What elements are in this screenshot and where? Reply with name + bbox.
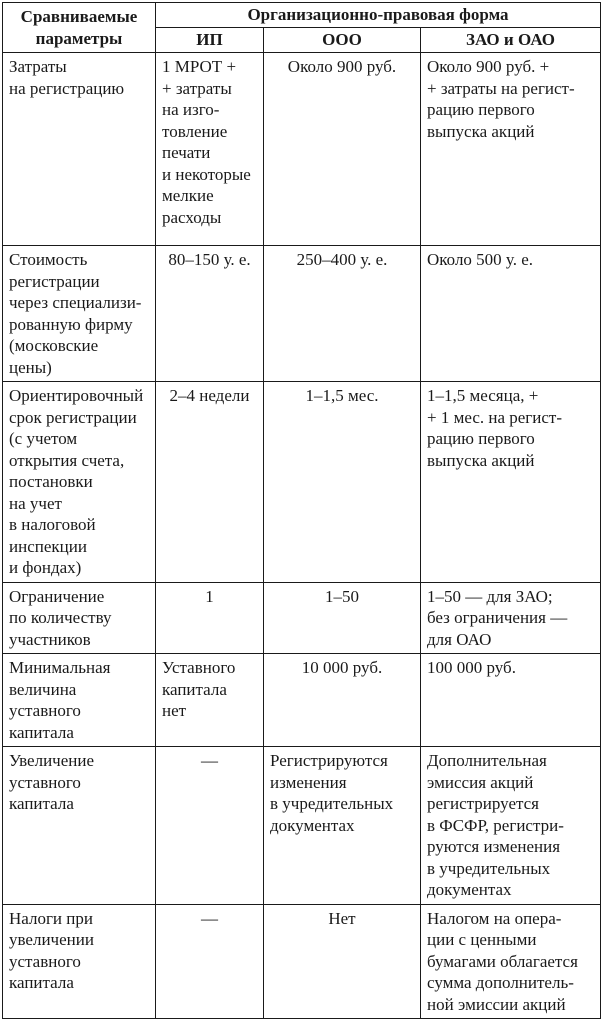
- ooo-cell: [264, 904, 421, 1019]
- zao-cell: [421, 246, 601, 382]
- zao-cell: [421, 53, 601, 246]
- ooo-cell: [264, 747, 421, 905]
- ooo-text: 10 000 руб.: [301, 658, 383, 677]
- zao-text: Около 500 у. е.: [427, 250, 534, 269]
- zao-cell: [421, 582, 601, 654]
- param-cell: [3, 654, 156, 747]
- param-text: Стоимость регистрации через специализи- рованную фирму (московские цены): [9, 250, 142, 377]
- param-text: Ограничение по количеству участников: [9, 586, 112, 649]
- zao-text: Около 900 руб. + + затраты на регист- рацию первого выпуска акций: [427, 57, 575, 141]
- ip-text: 2–4 недели: [169, 386, 250, 405]
- ooo-text: Регистрируются изменения в учредительных документах: [270, 751, 394, 835]
- ip-cell: [156, 53, 264, 246]
- param-text: Затраты на регистрацию: [9, 57, 125, 98]
- ip-cell: [156, 582, 264, 654]
- table-row-participant-limit: [3, 582, 601, 654]
- header-params: Сравниваемые параметры: [3, 3, 156, 53]
- header-row-group: [3, 3, 601, 28]
- ooo-cell: [264, 582, 421, 654]
- param-cell: [3, 904, 156, 1019]
- ooo-cell: [264, 246, 421, 382]
- ooo-cell: [264, 53, 421, 246]
- ooo-text: 1–50: [325, 586, 359, 606]
- header-org-form: Организационно-правовая форма: [156, 3, 601, 28]
- ip-cell: [156, 654, 264, 747]
- zao-text: 100 000 руб.: [427, 658, 516, 677]
- table-row-registration-cost: [3, 53, 601, 246]
- ooo-text: 1–1,5 мес.: [305, 386, 379, 405]
- param-cell: [3, 582, 156, 654]
- zao-cell: [421, 654, 601, 747]
- ip-cell: [156, 382, 264, 583]
- zao-text: 1–50 — для ЗАО; без ограничения — для ОАО: [427, 586, 568, 649]
- ip-cell: [156, 904, 264, 1019]
- ip-text: 80–150 у. е.: [168, 250, 251, 269]
- zao-text: 1–1,5 месяца, + + 1 мес. на регист- рацию первого выпуска акций: [427, 386, 563, 470]
- param-text: Ориентировочный срок регистрации (с учетом открытия счета, постановки на учет в налоговой инспекции и фондах): [9, 386, 144, 577]
- param-text: Увеличение уставного капитала: [9, 751, 95, 813]
- ooo-text: Около 900 руб.: [287, 57, 397, 76]
- header-ooo: ООО: [264, 28, 421, 53]
- table-row-firm-registration-cost: [3, 246, 601, 382]
- param-cell: [3, 382, 156, 583]
- ip-text: —: [201, 908, 218, 928]
- ooo-cell: [264, 654, 421, 747]
- zao-text: Налогом на опера- ции с ценными бумагами облагается сумма дополнитель- ной эмиссии акций: [427, 908, 578, 1014]
- param-cell: [3, 246, 156, 382]
- param-text: Минимальная величина уставного капитала: [9, 658, 111, 742]
- param-cell: [3, 53, 156, 246]
- ooo-text: 250–400 у. е.: [296, 250, 388, 269]
- ip-text: 1 МРОТ + + затраты на изго- товление печати и некоторые мелкие расходы: [162, 57, 251, 227]
- comparison-table: [2, 2, 601, 1019]
- ooo-cell: [264, 382, 421, 583]
- param-text: Налоги при увеличении уставного капитала: [9, 908, 94, 992]
- zao-cell: [421, 747, 601, 905]
- table-row-registration-time: [3, 382, 601, 583]
- ip-cell: [156, 246, 264, 382]
- ooo-text: Нет: [328, 908, 356, 928]
- zao-cell: [421, 382, 601, 583]
- ip-cell: [156, 747, 264, 905]
- zao-cell: [421, 904, 601, 1019]
- table-row-capital-increase: [3, 747, 601, 905]
- zao-text: Дополнительная эмиссия акций регистрируется в ФСФР, регистри- руются изменения в учредительных документах: [427, 751, 564, 899]
- ip-text: Уставного капитала нет: [162, 658, 236, 720]
- table-row-min-capital: [3, 654, 601, 747]
- ip-text: —: [201, 751, 218, 770]
- table-row-capital-increase-taxes: [3, 904, 601, 1019]
- header-zao-oao: ЗАО и ОАО: [421, 28, 601, 53]
- param-cell: [3, 747, 156, 905]
- header-ip: ИП: [156, 28, 264, 53]
- ip-text: 1: [205, 586, 214, 606]
